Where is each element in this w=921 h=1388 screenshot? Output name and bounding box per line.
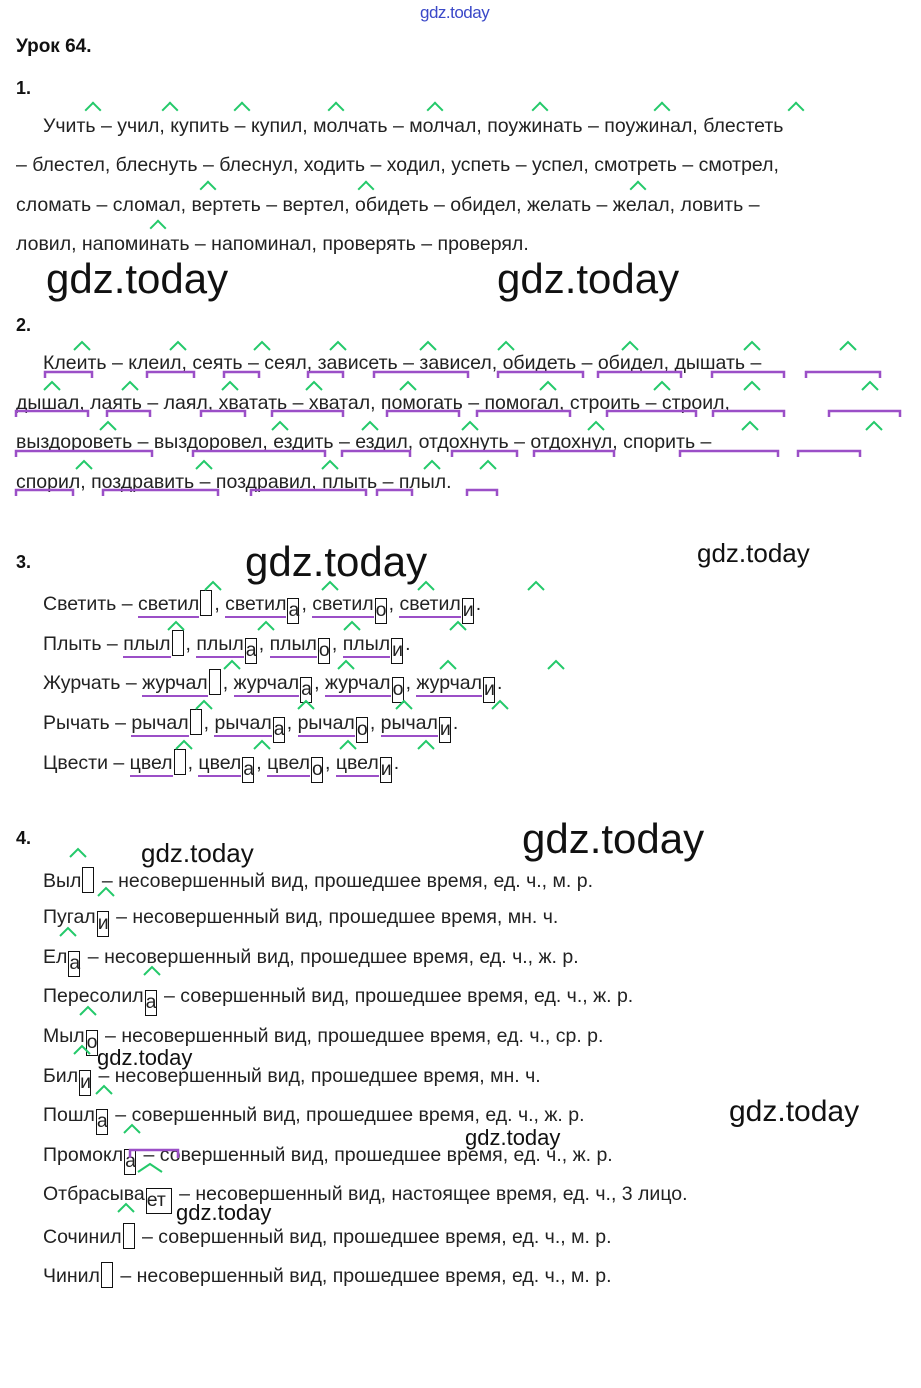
ending-box: и	[462, 598, 474, 624]
word-stem: рычал	[214, 712, 271, 737]
word-stem: журчал	[325, 672, 391, 697]
section-3-row: Светить – светил , светил а , светил о , светил и .	[43, 590, 481, 624]
word-stem: плыл	[270, 633, 317, 658]
verb: Бил	[43, 1065, 79, 1087]
word-stem: цвел	[336, 752, 379, 777]
word-stem: журчал	[416, 672, 482, 697]
ending-box: и	[391, 638, 403, 664]
watermark: gdz.today	[141, 838, 254, 868]
section-1-line: ловил, напоминать – напоминал, проверять – проверял.	[16, 233, 529, 255]
word-stem: светил	[399, 593, 460, 618]
watermark: gdz.today	[465, 1125, 561, 1150]
word-stem: рычал	[131, 712, 188, 737]
verb-description: – несовершенный вид, настоящее время, ед. ч., 3 лицо.	[173, 1183, 688, 1205]
section-2-line: выздороветь – выздоровел, ездить – ездил, отдохнуть – отдохнул, спорить –	[16, 431, 712, 453]
word-stem: цвел	[267, 752, 310, 777]
verb-description: – несовершенный вид, прошедшее время, ед. ч., ж. р.	[82, 946, 579, 968]
word-stem: цвел	[130, 752, 173, 777]
word-stem: светил	[312, 593, 373, 618]
lesson-title: Урок 64.	[16, 36, 92, 57]
section-4-number: 4.	[16, 828, 32, 848]
section-1-line: сломать – сломал, вертеть – вертел, обидеть – обидел, желать – желал, ловить –	[16, 194, 760, 216]
row-lead: Светить –	[43, 593, 139, 615]
verb: Выл	[43, 870, 82, 892]
ending-box: а	[242, 757, 254, 783]
word-stem: плыл	[196, 633, 243, 658]
section-1-line: – блестел, блеснуть – блеснул, ходить – ходил, успеть – успел, смотреть – смотрел,	[16, 154, 779, 176]
section-2-line: спорил, поздравить – поздравил, плыть – плыл.	[16, 471, 452, 493]
stress-marks-lower	[0, 560, 921, 1240]
ending-box: а	[300, 677, 312, 703]
row-lead: Плыть –	[43, 633, 124, 655]
verb-description: – несовершенный вид, прошедшее время, ед. ч., м. р.	[96, 870, 593, 892]
ending-box: и	[439, 717, 451, 743]
section-3-row: Журчать – журчал , журчал а , журчал о , журчал и .	[43, 669, 502, 703]
section-2-line: дышал, лаять – лаял, хватать – хватал, помогать – помогал, строить – строил,	[16, 392, 730, 414]
word-stem: цвел	[198, 752, 241, 777]
row-lead: Цвести –	[43, 752, 130, 774]
ending-box: а	[68, 951, 80, 977]
ending-box: а	[124, 1149, 136, 1175]
watermark: gdz.today	[729, 1095, 860, 1128]
ending-box	[101, 1262, 113, 1288]
section-1-number: 1.	[16, 78, 32, 98]
top-watermark: gdz.today	[420, 3, 490, 22]
verb-description: – несовершенный вид, прошедшее время, мн. ч.	[110, 906, 559, 928]
verb-description: – несовершенный вид, прошедшее время, мн. ч.	[93, 1065, 541, 1087]
watermark: gdz.today	[97, 1045, 193, 1070]
verb: Промокл	[43, 1144, 124, 1166]
ending-box: и	[380, 757, 392, 783]
word-stem: рычал	[381, 712, 438, 737]
section-3-number: 3.	[16, 552, 32, 572]
watermark: gdz.today	[46, 255, 229, 302]
word-stem: журчал	[234, 672, 300, 697]
word-stem: плыл	[123, 633, 170, 658]
word-stem: рычал	[298, 712, 355, 737]
word-stem: светил	[138, 593, 199, 618]
root-arcs-section-2	[0, 0, 921, 520]
word-stem: плыл	[343, 633, 390, 658]
verb-description: – совершенный вид, прошедшее время, ед. ч., ж. р.	[158, 985, 634, 1007]
verb-description: – совершенный вид, прошедшее время, ед. ч., ж. р.	[138, 1144, 613, 1166]
section-4-row	[43, 1262, 612, 1288]
watermark: gdz.today	[522, 815, 705, 862]
ending-box: а	[96, 1109, 108, 1135]
verb: Чинил	[43, 1265, 100, 1287]
ending-box: о	[375, 598, 387, 624]
section-1-line: Учить – учил, купить – купил, молчать – молчал, поужинать – поужинал, блестеть	[43, 115, 784, 137]
verb: Пересолил	[43, 985, 144, 1007]
watermark: gdz.today	[245, 538, 428, 585]
word-stem: журчал	[142, 672, 208, 697]
section-3-row: Цвести – цвел , цвел а , цвел о , цвел и .	[43, 749, 399, 783]
row-lead: Журчать –	[43, 672, 143, 694]
ending-box: и	[483, 677, 495, 703]
ending-box: а	[287, 598, 299, 624]
verb-description: – несовершенный вид, прошедшее время, ед. ч., м. р.	[114, 1265, 612, 1287]
ending-box: о	[318, 638, 330, 664]
verb: Сочинил	[43, 1226, 122, 1248]
section-3-row: Плыть – плыл , плыл а , плыл о , плыл и .	[43, 630, 411, 664]
verb: Пугал	[43, 906, 96, 928]
verb-description: – совершенный вид, прошедшее время, ед. ч., ж. р.	[109, 1104, 585, 1126]
word-stem: светил	[225, 593, 286, 618]
verb: Отбрасыва	[43, 1183, 145, 1205]
row-lead: Рычать –	[43, 712, 132, 734]
watermark: gdz.today	[176, 1200, 272, 1225]
ending-box: а	[273, 717, 285, 743]
watermark: gdz.today	[497, 255, 680, 302]
ending-box: а	[145, 990, 157, 1016]
verb: Ел	[43, 946, 68, 968]
ending-box: и	[79, 1070, 91, 1096]
section-2-number: 2.	[16, 315, 32, 335]
section-2-line: Клеить – клеил, сеять – сеял, зависеть – зависел, обидеть – обидел, дышать –	[43, 352, 762, 374]
watermark: gdz.today	[697, 538, 810, 568]
ending-box: и	[97, 911, 109, 937]
ending-box: о	[86, 1030, 98, 1056]
ending-box: о	[311, 757, 323, 783]
verb-description: – несовершенный вид, прошедшее время, ед. ч., ср. р.	[99, 1025, 604, 1047]
section-3-row: Рычать – рычал , рычал а , рычал о , рычал и .	[43, 709, 458, 743]
ending-box: а	[245, 638, 257, 664]
verb-description: – совершенный вид, прошедшее время, ед. ч., м. р.	[136, 1226, 612, 1248]
verb: Мыл	[43, 1025, 85, 1047]
verb: Пошл	[43, 1104, 95, 1126]
ending-box: о	[392, 677, 404, 703]
ending-box: о	[356, 717, 368, 743]
ending-box: ет	[146, 1188, 172, 1214]
